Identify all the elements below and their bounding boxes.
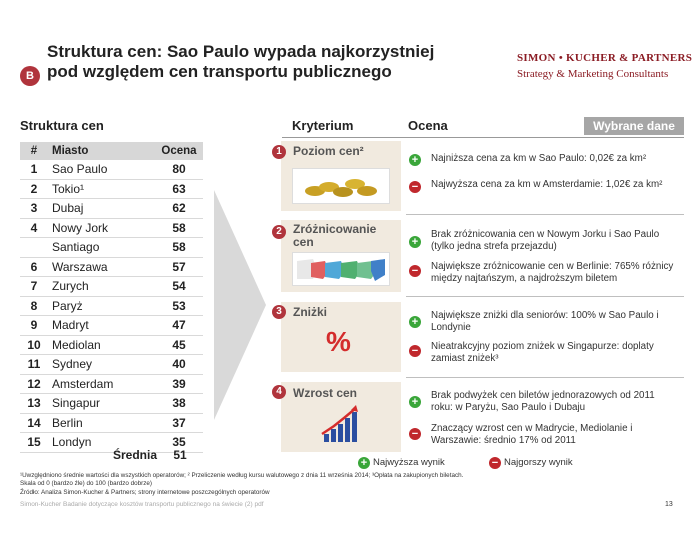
col-city: Miasto — [48, 142, 155, 160]
table-row — [20, 257, 203, 277]
ranking-table — [20, 142, 203, 453]
section-badge: B — [20, 66, 40, 86]
rank-cell: 12 — [20, 374, 48, 394]
title-line-2: pod względem cen transportu publicznego — [47, 62, 392, 81]
city-cell: Berlin — [48, 413, 155, 433]
criterion-4-worst: Znaczący wzrost cen w Madrycie, Mediolanie i Warszawie: średnio 17% od 2011 — [431, 423, 633, 446]
table-row — [20, 218, 203, 238]
ranking-header-row — [20, 142, 203, 160]
criteria-divider — [406, 214, 684, 215]
score-cell: 54 — [155, 277, 203, 297]
footnote-1: ¹Uwzględniono średnie wartości dla wszystkich operatorów; ² Przeliczenie według kursu walutowego z dnia 11 września 2014; ³Opłata na zakupionych biletach. — [20, 472, 464, 479]
rank-cell: 1 — [20, 160, 48, 179]
rank-cell: 10 — [20, 335, 48, 355]
criterion-1-best: Najniższa cena za km w Sao Paulo: 0,02€ za km² — [431, 153, 647, 164]
coins-illustration — [292, 168, 390, 204]
rank-cell: 11 — [20, 355, 48, 375]
legend-worst-label: Najgorszy wynik — [504, 457, 573, 468]
city-cell: Paryż — [48, 296, 155, 316]
score-cell: 58 — [155, 238, 203, 258]
city-cell: Tokio¹ — [48, 179, 155, 199]
table-row — [20, 355, 203, 375]
rank-cell: 9 — [20, 316, 48, 336]
plus-icon: + — [409, 396, 421, 408]
price-zones-icon — [293, 253, 389, 285]
average-label: Średnia — [112, 448, 157, 462]
criteria-divider — [406, 296, 684, 297]
source-note: Źródło: Analiza Simon-Kucher & Partners; strony internetowe poszczególnych operatorów — [20, 489, 270, 496]
col-score: Ocena — [155, 142, 203, 160]
growth-chart-icon — [320, 404, 360, 444]
document-note: Simon-Kucher Badanie dotyczące kosztów transportu publicznego na świecie (2) pdf — [20, 501, 264, 508]
criterion-2-worst: Największe zróżnicowanie cen w Berlinie: 765% różnicy między najtańszym, a najdroższym biletem — [431, 261, 674, 284]
rank-cell: 4 — [20, 218, 48, 238]
rank-cell: 3 — [20, 199, 48, 219]
score-cell: 58 — [155, 218, 203, 238]
city-cell: Santiago — [48, 238, 155, 258]
city-cell: Nowy Jork — [48, 218, 155, 238]
average-value: 51 — [173, 448, 187, 462]
criterion-1-worst: Najwyższa cena za km w Amsterdamie: 1,02€ za km² — [431, 179, 663, 190]
legend-minus-icon: − — [489, 457, 501, 469]
criterion-3-number: 3 — [272, 305, 286, 319]
criterion-4-number: 4 — [272, 385, 286, 399]
criterion-2-best: Brak zróżnicowania cen w Nowym Jorku i Sao Paulo (tylko jedna strefa przejazdu) — [431, 229, 660, 252]
minus-icon: − — [409, 181, 421, 193]
selected-data-button[interactable]: Wybrane dane — [584, 117, 684, 135]
table-row — [20, 238, 203, 258]
criterion-2-title: Zróżnicowanie cen — [293, 222, 377, 249]
rank-cell — [20, 238, 48, 258]
table-row — [20, 179, 203, 199]
criterion-2-number: 2 — [272, 225, 286, 239]
score-cell: 37 — [155, 413, 203, 433]
minus-icon: − — [409, 265, 421, 277]
minus-icon: − — [409, 345, 421, 357]
score-cell: 40 — [155, 355, 203, 375]
table-row — [20, 335, 203, 355]
plus-icon: + — [409, 236, 421, 248]
ranking-heading: Struktura cen — [20, 118, 104, 133]
score-cell: 38 — [155, 394, 203, 414]
criterion-3-worst: Nieatrakcyjny poziom zniżek w Singapurze: doplaty zamiast zniżek³ — [431, 341, 654, 364]
percent-icon: % — [326, 326, 351, 357]
plus-icon: + — [409, 316, 421, 328]
score-cell: 45 — [155, 335, 203, 355]
score-cell: 57 — [155, 257, 203, 277]
table-row — [20, 160, 203, 179]
score-cell: 62 — [155, 199, 203, 219]
score-cell: 35 — [155, 433, 203, 453]
page-title — [47, 42, 447, 82]
legend-plus-icon: + — [358, 457, 370, 469]
score-cell: 80 — [155, 160, 203, 179]
score-cell: 53 — [155, 296, 203, 316]
city-cell: Sao Paulo — [48, 160, 155, 179]
city-cell: Londyn — [48, 433, 155, 453]
header-divider — [282, 137, 684, 138]
score-cell: 63 — [155, 179, 203, 199]
criterion-3-best: Największe zniżki dla seniorów: 100% w Sao Paulo i Londynie — [431, 310, 659, 333]
transition-arrow — [214, 190, 270, 420]
rating-heading: Ocena — [408, 118, 448, 133]
footnote-2: Skala od 0 (bardzo źle) do 100 (bardzo dobrze) — [20, 480, 152, 487]
criteria-divider — [406, 377, 684, 378]
criterion-1-number: 1 — [272, 145, 286, 159]
brand-tagline: Strategy & Marketing Consultants — [517, 68, 669, 80]
table-row — [20, 413, 203, 433]
table-row — [20, 296, 203, 316]
criterion-4-best: Brak podwyżek cen biletów jednorazowych od 2011 roku: w Paryżu, Sao Paulo i Dubaju — [431, 390, 655, 413]
plus-icon: + — [409, 154, 421, 166]
city-cell: Warszawa — [48, 257, 155, 277]
table-row — [20, 199, 203, 219]
rank-cell: 2 — [20, 179, 48, 199]
zones-illustration — [292, 252, 390, 286]
city-cell: Mediolan — [48, 335, 155, 355]
table-row — [20, 277, 203, 297]
score-cell: 39 — [155, 374, 203, 394]
title-line-1: Struktura cen: Sao Paulo wypada najkorzystniej — [47, 42, 435, 61]
table-row — [20, 316, 203, 336]
criterion-1-title: Poziom cen² — [293, 144, 364, 158]
rank-cell: 7 — [20, 277, 48, 297]
page-number: 13 — [665, 501, 673, 508]
legend-best-label: Najwyższa wynik — [373, 457, 445, 468]
score-cell: 47 — [155, 316, 203, 336]
col-rank: # — [20, 142, 48, 160]
city-cell: Amsterdam — [48, 374, 155, 394]
rank-cell: 8 — [20, 296, 48, 316]
coins-icon — [293, 169, 389, 203]
rank-cell: 15 — [20, 433, 48, 453]
table-row — [20, 374, 203, 394]
city-cell: Singapur — [48, 394, 155, 414]
rank-cell: 6 — [20, 257, 48, 277]
city-cell: Sydney — [48, 355, 155, 375]
criteria-heading: Kryterium — [292, 118, 354, 133]
criterion-3-title: Zniżki — [293, 305, 328, 319]
rank-cell: 14 — [20, 413, 48, 433]
city-cell: Zurych — [48, 277, 155, 297]
city-cell: Dubaj — [48, 199, 155, 219]
rank-cell: 13 — [20, 394, 48, 414]
brand-name: SIMON • KUCHER & PARTNERS — [517, 52, 693, 64]
city-cell: Madryt — [48, 316, 155, 336]
minus-icon: − — [409, 428, 421, 440]
criterion-4-title: Wzrost cen — [293, 386, 358, 400]
table-row — [20, 394, 203, 414]
